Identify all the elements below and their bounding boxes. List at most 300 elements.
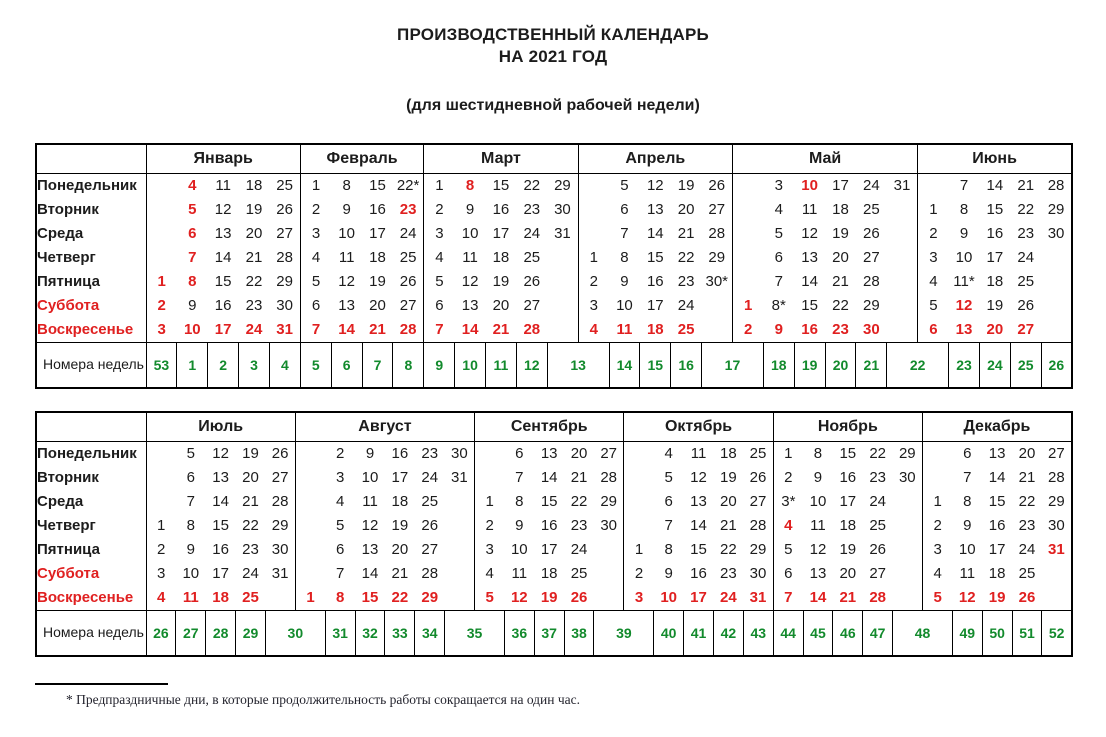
week-numbers-row xyxy=(36,610,1072,656)
day-cell: 25 xyxy=(523,249,541,267)
day-cell: 23 xyxy=(399,201,417,219)
day-cell: 17 xyxy=(988,541,1006,559)
week-number-cell: 12 xyxy=(516,342,547,388)
day-cell: 3 xyxy=(578,294,609,318)
day-cell xyxy=(594,538,624,562)
day-cell: 31 xyxy=(749,589,767,607)
day-cell: 21 xyxy=(245,249,263,267)
day-cell: 30 xyxy=(554,201,571,219)
month-header: Февраль xyxy=(300,144,423,174)
month-header: Июнь xyxy=(918,144,1072,174)
day-cell: 3 xyxy=(774,177,783,195)
day-cell: 17 xyxy=(540,541,558,559)
day-cell: 21 xyxy=(369,321,386,339)
day-label: Воскресенье xyxy=(37,321,134,339)
day-label: Четверг xyxy=(37,517,96,535)
day-cell: 4 xyxy=(475,562,505,586)
day-cell: 19 xyxy=(832,225,849,243)
day-cell: 3 xyxy=(146,318,177,343)
day-cell: 7 xyxy=(424,318,455,343)
day-cell: 24 xyxy=(245,321,263,339)
day-cell: 10 xyxy=(183,321,201,339)
day-cell: 17 xyxy=(690,589,707,607)
day-cell: 6 xyxy=(963,445,972,463)
day-cell: 15 xyxy=(646,249,664,267)
day-row xyxy=(36,441,1072,466)
day-cell xyxy=(893,490,923,514)
day-cell: 5 xyxy=(922,586,952,611)
day-cell: 17 xyxy=(212,565,229,583)
day-cell: 18 xyxy=(212,589,229,607)
day-cell: 2 xyxy=(918,222,949,246)
day-cell: 9 xyxy=(186,541,195,559)
day-cell: 8 xyxy=(342,177,351,195)
day-cell: 7 xyxy=(773,586,803,611)
day-cell: 26 xyxy=(523,273,541,291)
day-cell: 22 xyxy=(1017,201,1035,219)
day-cell xyxy=(702,294,733,318)
day-cell xyxy=(887,294,918,318)
day-cell: 16 xyxy=(391,445,409,463)
day-cell: 20 xyxy=(492,297,510,315)
month-header: Декабрь xyxy=(922,412,1071,442)
day-cell: 7 xyxy=(959,177,969,195)
day-cell: 25 xyxy=(242,589,259,607)
week-number-cell: 16 xyxy=(671,342,702,388)
day-cell: 12 xyxy=(955,297,973,315)
day-cell: 8 xyxy=(188,273,197,291)
day-cell: 7 xyxy=(963,469,972,487)
day-cell: 26 xyxy=(869,541,887,559)
day-cell: 14 xyxy=(801,273,818,291)
day-cell xyxy=(624,514,654,538)
day-cell: 26 xyxy=(421,517,439,535)
day-cell: 2 xyxy=(624,562,654,586)
day-cell: 12 xyxy=(461,273,479,291)
week-number-cell: 4 xyxy=(269,342,300,388)
day-cell: 1 xyxy=(424,173,455,198)
day-cell: 11 xyxy=(810,517,826,535)
week-number-cell: 22 xyxy=(887,342,949,388)
day-cell: 15 xyxy=(839,445,857,463)
day-cell: 28 xyxy=(1047,177,1065,195)
day-cell: 24 xyxy=(523,225,541,243)
week-number-cell: 5 xyxy=(300,342,331,388)
day-cell xyxy=(547,294,578,318)
day-cell: 14 xyxy=(988,469,1006,487)
day-cell: 9 xyxy=(813,469,823,487)
day-cell: 10 xyxy=(361,469,379,487)
day-cell: 1 xyxy=(922,490,952,514)
day-cell: 14 xyxy=(646,225,664,243)
day-cell xyxy=(475,441,505,466)
day-cell: 23 xyxy=(570,517,588,535)
day-cell: 12 xyxy=(809,541,827,559)
week-number-cell: 45 xyxy=(803,610,833,656)
day-cell: 30 xyxy=(862,321,880,339)
day-cell: 6 xyxy=(424,294,455,318)
month-header: Октябрь xyxy=(624,412,773,442)
day-cell: 16 xyxy=(988,517,1006,535)
week-number-cell: 20 xyxy=(825,342,856,388)
day-cell: 17 xyxy=(986,249,1004,267)
day-cell: 27 xyxy=(708,201,726,219)
day-cell: 18 xyxy=(832,201,849,219)
day-cell: 8* xyxy=(771,297,786,315)
day-cell: 12 xyxy=(338,273,355,291)
week-number-cell: 41 xyxy=(684,610,714,656)
day-cell: 2 xyxy=(300,198,331,222)
day-cell: 18 xyxy=(245,177,263,195)
week-number-cell: 15 xyxy=(640,342,671,388)
day-cell: 30 xyxy=(1048,517,1065,535)
day-cell: 29 xyxy=(554,177,571,195)
week-number-cell: 49 xyxy=(952,610,982,656)
day-cell: 14 xyxy=(986,177,1004,195)
day-cell: 22 xyxy=(242,517,259,535)
day-cell: 12 xyxy=(212,445,229,463)
day-cell: 22 xyxy=(245,273,263,291)
day-cell: 22 xyxy=(832,297,849,315)
day-cell: 25 xyxy=(570,565,588,583)
day-cell: 4 xyxy=(300,246,331,270)
day-cell: 4 xyxy=(918,270,949,294)
day-cell: 23 xyxy=(720,565,737,583)
day-cell xyxy=(445,562,475,586)
day-cell: 5 xyxy=(620,177,629,195)
day-cell: 5 xyxy=(186,445,195,463)
day-label: Вторник xyxy=(37,469,99,487)
day-cell xyxy=(146,198,177,222)
day-cell: 30 xyxy=(451,445,468,463)
month-header: Июль xyxy=(146,412,295,442)
day-cell: 9 xyxy=(365,445,375,463)
day-cell: 25 xyxy=(869,517,887,535)
day-cell: 9 xyxy=(664,565,673,583)
day-cell: 28 xyxy=(708,225,726,243)
day-cell: 15 xyxy=(214,273,232,291)
day-cell: 1 xyxy=(773,441,803,466)
day-cell: 13 xyxy=(361,541,379,559)
day-cell: 19 xyxy=(988,589,1006,607)
day-label: Четверг xyxy=(37,249,96,267)
day-cell: 23 xyxy=(869,469,887,487)
day-cell: 19 xyxy=(540,589,558,607)
day-cell: 25 xyxy=(862,201,880,219)
day-cell: 18 xyxy=(986,273,1004,291)
week-number-cell: 6 xyxy=(331,342,362,388)
day-cell: 27 xyxy=(421,541,439,559)
day-cell: 6 xyxy=(773,562,803,586)
day-cell: 19 xyxy=(369,273,386,291)
day-cell: 10 xyxy=(801,177,818,195)
day-cell: 10 xyxy=(958,541,976,559)
day-cell xyxy=(146,441,176,466)
day-cell: 20 xyxy=(369,297,386,315)
day-cell: 3 xyxy=(335,469,345,487)
day-cell xyxy=(702,318,733,343)
day-cell: 11 xyxy=(215,177,231,195)
week-number-cell: 26 xyxy=(1041,342,1072,388)
day-cell: 9 xyxy=(620,273,629,291)
day-cell: 17 xyxy=(832,177,849,195)
day-cell xyxy=(445,514,475,538)
day-cell xyxy=(445,538,475,562)
day-cell: 30 xyxy=(749,565,767,583)
day-cell: 13 xyxy=(338,297,355,315)
day-row xyxy=(36,514,1072,538)
day-cell: 27 xyxy=(276,225,293,243)
day-cell: 5 xyxy=(188,201,197,219)
day-cell: 29 xyxy=(271,517,289,535)
day-cell: 16 xyxy=(212,541,229,559)
day-cell xyxy=(922,466,952,490)
day-cell: 15 xyxy=(212,517,229,535)
day-cell: 2 xyxy=(424,198,455,222)
day-cell: 6 xyxy=(918,318,949,343)
day-cell: 29 xyxy=(708,249,726,267)
day-cell: 28 xyxy=(523,321,541,339)
week-number-cell: 36 xyxy=(504,610,534,656)
day-cell: 30 xyxy=(276,297,293,315)
day-cell: 1 xyxy=(146,270,177,294)
day-cell xyxy=(887,222,918,246)
day-cell: 22 xyxy=(570,493,588,511)
week-numbers-label: Номера недель xyxy=(36,342,146,388)
day-cell: 27 xyxy=(1017,321,1035,339)
day-cell: 2 xyxy=(922,514,952,538)
week-number-cell: 13 xyxy=(547,342,609,388)
day-cell: 26 xyxy=(708,177,726,195)
day-cell: 21 xyxy=(720,517,737,535)
day-cell xyxy=(893,514,923,538)
corner-cell xyxy=(36,412,146,442)
footnote-divider xyxy=(35,683,168,685)
day-cell: 31 xyxy=(271,565,289,583)
day-row xyxy=(36,294,1072,318)
day-cell xyxy=(445,586,475,611)
day-cell: 2 xyxy=(475,514,505,538)
day-cell: 30 xyxy=(271,541,289,559)
day-cell xyxy=(732,222,763,246)
day-cell: 23 xyxy=(1017,225,1035,243)
week-number-cell: 7 xyxy=(362,342,393,388)
day-cell: 6 xyxy=(774,249,783,267)
day-cell: 20 xyxy=(245,225,263,243)
month-header: Август xyxy=(295,412,474,442)
day-cell: 27 xyxy=(399,297,417,315)
day-cell: 5 xyxy=(335,517,345,535)
week-number-cell: 19 xyxy=(794,342,825,388)
day-cell: 24 xyxy=(242,565,259,583)
day-cell: 18 xyxy=(988,565,1006,583)
day-cell: 28 xyxy=(271,493,289,511)
day-cell: 28 xyxy=(749,517,767,535)
day-cell: 15 xyxy=(492,177,510,195)
day-cell: 23 xyxy=(523,201,541,219)
day-cell: 13 xyxy=(214,225,232,243)
day-cell: 22 xyxy=(391,589,409,607)
day-cell xyxy=(887,270,918,294)
day-cell: 12 xyxy=(214,201,232,219)
day-cell xyxy=(732,198,763,222)
title-line-2: НА 2021 ГОД xyxy=(498,47,608,67)
week-number-cell: 47 xyxy=(863,610,893,656)
day-cell: 20 xyxy=(832,249,849,267)
day-label: Пятница xyxy=(37,273,100,291)
day-cell xyxy=(265,586,295,611)
day-cell: 13 xyxy=(690,493,707,511)
day-cell: 27 xyxy=(862,249,880,267)
day-row xyxy=(36,318,1072,343)
week-number-cell: 17 xyxy=(702,342,764,388)
day-cell: 9 xyxy=(963,517,972,535)
day-cell: 22 xyxy=(869,445,887,463)
day-cell: 3* xyxy=(773,490,803,514)
week-number-cell: 27 xyxy=(176,610,206,656)
day-cell: 23 xyxy=(245,297,263,315)
month-header: Ноябрь xyxy=(773,412,922,442)
day-cell xyxy=(594,586,624,611)
day-cell: 16 xyxy=(839,469,857,487)
week-number-cell: 33 xyxy=(385,610,415,656)
day-cell: 9 xyxy=(342,201,351,219)
day-cell xyxy=(887,198,918,222)
page-title xyxy=(0,24,1106,69)
week-number-cell: 42 xyxy=(713,610,743,656)
week-number-cell: 44 xyxy=(773,610,803,656)
week-number-cell: 30 xyxy=(265,610,325,656)
day-cell: 24 xyxy=(862,177,880,195)
week-number-cell: 3 xyxy=(239,342,270,388)
week-number-cell: 21 xyxy=(856,342,887,388)
calendar-half-2 xyxy=(35,411,1073,657)
day-cell: 31 xyxy=(554,225,571,243)
day-cell: 17 xyxy=(839,493,857,511)
day-cell: 14 xyxy=(338,321,355,339)
day-cell: 2 xyxy=(146,294,177,318)
week-number-cell: 40 xyxy=(654,610,684,656)
day-cell xyxy=(1041,318,1072,343)
week-number-cell: 34 xyxy=(415,610,445,656)
day-cell: 26 xyxy=(1017,297,1035,315)
day-cell: 3 xyxy=(922,538,952,562)
day-cell: 25 xyxy=(1018,565,1036,583)
day-cell xyxy=(732,246,763,270)
week-number-cell: 11 xyxy=(486,342,517,388)
day-cell xyxy=(893,586,923,611)
day-cell xyxy=(624,441,654,466)
day-cell: 14 xyxy=(361,565,379,583)
day-cell xyxy=(146,173,177,198)
day-row xyxy=(36,586,1072,611)
day-cell: 21 xyxy=(492,321,510,339)
title-line-1: ПРОИЗВОДСТВЕННЫЙ КАЛЕНДАРЬ xyxy=(397,25,709,44)
day-cell: 15 xyxy=(988,493,1006,511)
day-cell: 9 xyxy=(465,201,475,219)
day-label: Среда xyxy=(37,493,84,511)
day-cell: 10 xyxy=(182,565,200,583)
day-cell: 7 xyxy=(664,517,673,535)
day-cell: 11 xyxy=(182,589,199,607)
day-cell: 20 xyxy=(986,321,1004,339)
day-cell: 12 xyxy=(958,589,976,607)
day-cell: 27 xyxy=(600,445,618,463)
week-number-cell: 18 xyxy=(763,342,794,388)
week-numbers-label: Номера недель xyxy=(36,610,146,656)
day-cell xyxy=(887,246,918,270)
day-cell: 12 xyxy=(801,225,818,243)
day-cell: 4 xyxy=(578,318,609,343)
day-cell: 19 xyxy=(677,177,695,195)
day-cell: 17 xyxy=(369,225,386,243)
day-cell: 28 xyxy=(869,589,887,607)
day-cell: 7 xyxy=(515,469,524,487)
day-cell: 3 xyxy=(918,246,949,270)
day-cell xyxy=(1041,294,1072,318)
day-cell: 4 xyxy=(773,514,803,538)
day-cell: 11 xyxy=(959,565,976,583)
day-cell xyxy=(1041,270,1072,294)
day-cell xyxy=(893,562,923,586)
day-cell: 12 xyxy=(690,469,707,487)
day-cell: 16 xyxy=(492,201,510,219)
day-cell: 25 xyxy=(421,493,439,511)
day-cell xyxy=(295,562,325,586)
day-row xyxy=(36,173,1072,198)
day-cell: 13 xyxy=(212,469,229,487)
day-cell: 31 xyxy=(276,321,293,339)
day-cell: 7 xyxy=(620,225,629,243)
day-cell: 12 xyxy=(646,177,664,195)
day-cell: 8 xyxy=(186,517,195,535)
day-cell: 22 xyxy=(720,541,737,559)
day-cell: 16 xyxy=(540,517,558,535)
day-cell: 1 xyxy=(578,246,609,270)
day-cell: 15 xyxy=(540,493,558,511)
day-cell: 12 xyxy=(361,517,379,535)
day-cell xyxy=(547,270,578,294)
day-cell: 1 xyxy=(475,490,505,514)
day-cell: 10 xyxy=(616,297,633,315)
day-cell: 14 xyxy=(461,321,479,339)
day-row xyxy=(36,198,1072,222)
day-cell: 24 xyxy=(869,493,887,511)
day-cell: 15 xyxy=(369,177,386,195)
day-cell: 19 xyxy=(986,297,1004,315)
day-cell: 20 xyxy=(720,493,737,511)
day-cell xyxy=(732,173,763,198)
day-cell: 28 xyxy=(421,565,439,583)
day-cell: 28 xyxy=(1048,469,1065,487)
day-cell: 20 xyxy=(391,541,409,559)
day-cell: 18 xyxy=(646,321,664,339)
day-cell xyxy=(295,538,325,562)
day-cell: 28 xyxy=(600,469,618,487)
day-cell: 6 xyxy=(664,493,673,511)
day-cell: 10 xyxy=(809,493,827,511)
day-row xyxy=(36,538,1072,562)
day-cell: 17 xyxy=(214,321,232,339)
day-cell: 19 xyxy=(492,273,510,291)
day-cell: 27 xyxy=(749,493,767,511)
day-cell: 4 xyxy=(188,177,197,195)
day-cell: 29 xyxy=(276,273,293,291)
calendar-half-1 xyxy=(35,143,1073,389)
day-cell: 19 xyxy=(245,201,263,219)
week-number-cell: 52 xyxy=(1042,610,1072,656)
day-cell: 13 xyxy=(988,445,1006,463)
